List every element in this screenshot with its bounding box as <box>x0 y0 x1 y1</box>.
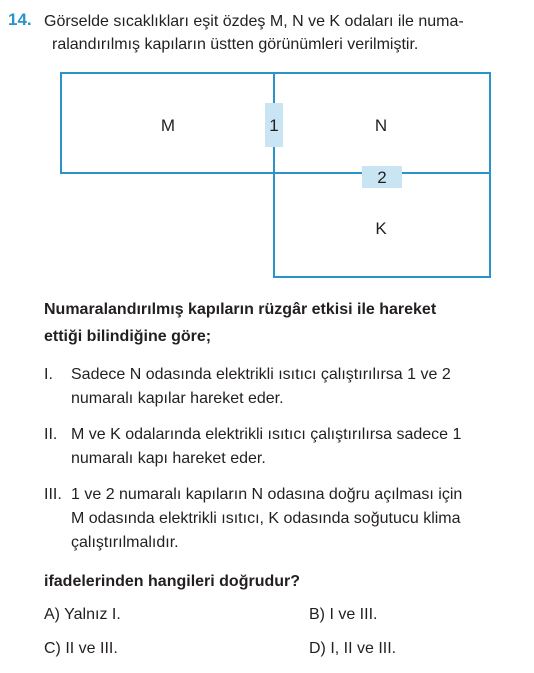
statement-line: Sadece N odasında elektrikli ısıtıcı çalıştırılırsa 1 ve 2 <box>71 366 451 383</box>
statement-line: 1 ve 2 numaralı kapıların N odasına doğru açılması için <box>71 486 463 503</box>
statement-line: çalıştırılmalıdır. <box>71 534 179 551</box>
question-stem <box>44 296 510 350</box>
statement-numeral: III. <box>44 486 62 503</box>
room-label-n: N <box>374 116 388 135</box>
question-closing: ifadelerinden hangileri doğrudur? <box>44 573 301 590</box>
stem-line: Numaralandırılmış kapıların rüzgâr etkisi ile hareket <box>44 301 437 318</box>
statement-numeral: II. <box>44 426 58 443</box>
intro-line: ralandırılmış kapıların üstten görünümleri verilmiştir. <box>52 36 419 53</box>
room-label-k: K <box>375 219 387 238</box>
rooms-diagram <box>0 0 534 290</box>
question-number: 14. <box>8 10 32 29</box>
room-label-m: M <box>160 116 176 135</box>
option-b[interactable]: B) I ve III. <box>309 606 378 623</box>
intro-line: Görselde sıcaklıkları eşit özdeş M, N ve K odaları ile numa- <box>44 13 464 30</box>
statement-line: M odasında elektrikli ısıtıcı, K odasında soğutucu klima <box>71 510 461 527</box>
door-label-2: 2 <box>377 168 387 187</box>
door-label-1: 1 <box>269 116 279 135</box>
statement-3 <box>44 483 510 555</box>
statement-2 <box>44 423 510 471</box>
statement-line: numaralı kapılar hareket eder. <box>71 390 284 407</box>
statement-line: M ve K odalarında elektrikli ısıtıcı çalıştırılırsa sadece 1 <box>71 426 462 443</box>
statement-line: numaralı kapı hareket eder. <box>71 450 266 467</box>
option-c[interactable]: C) II ve III. <box>44 640 118 657</box>
option-a[interactable]: A) Yalnız I. <box>44 606 121 623</box>
option-d[interactable]: D) I, II ve III. <box>309 640 397 657</box>
statement-1 <box>44 363 510 411</box>
statement-numeral: I. <box>44 366 53 383</box>
stem-line: ettiği bilindiğine göre; <box>44 328 212 345</box>
